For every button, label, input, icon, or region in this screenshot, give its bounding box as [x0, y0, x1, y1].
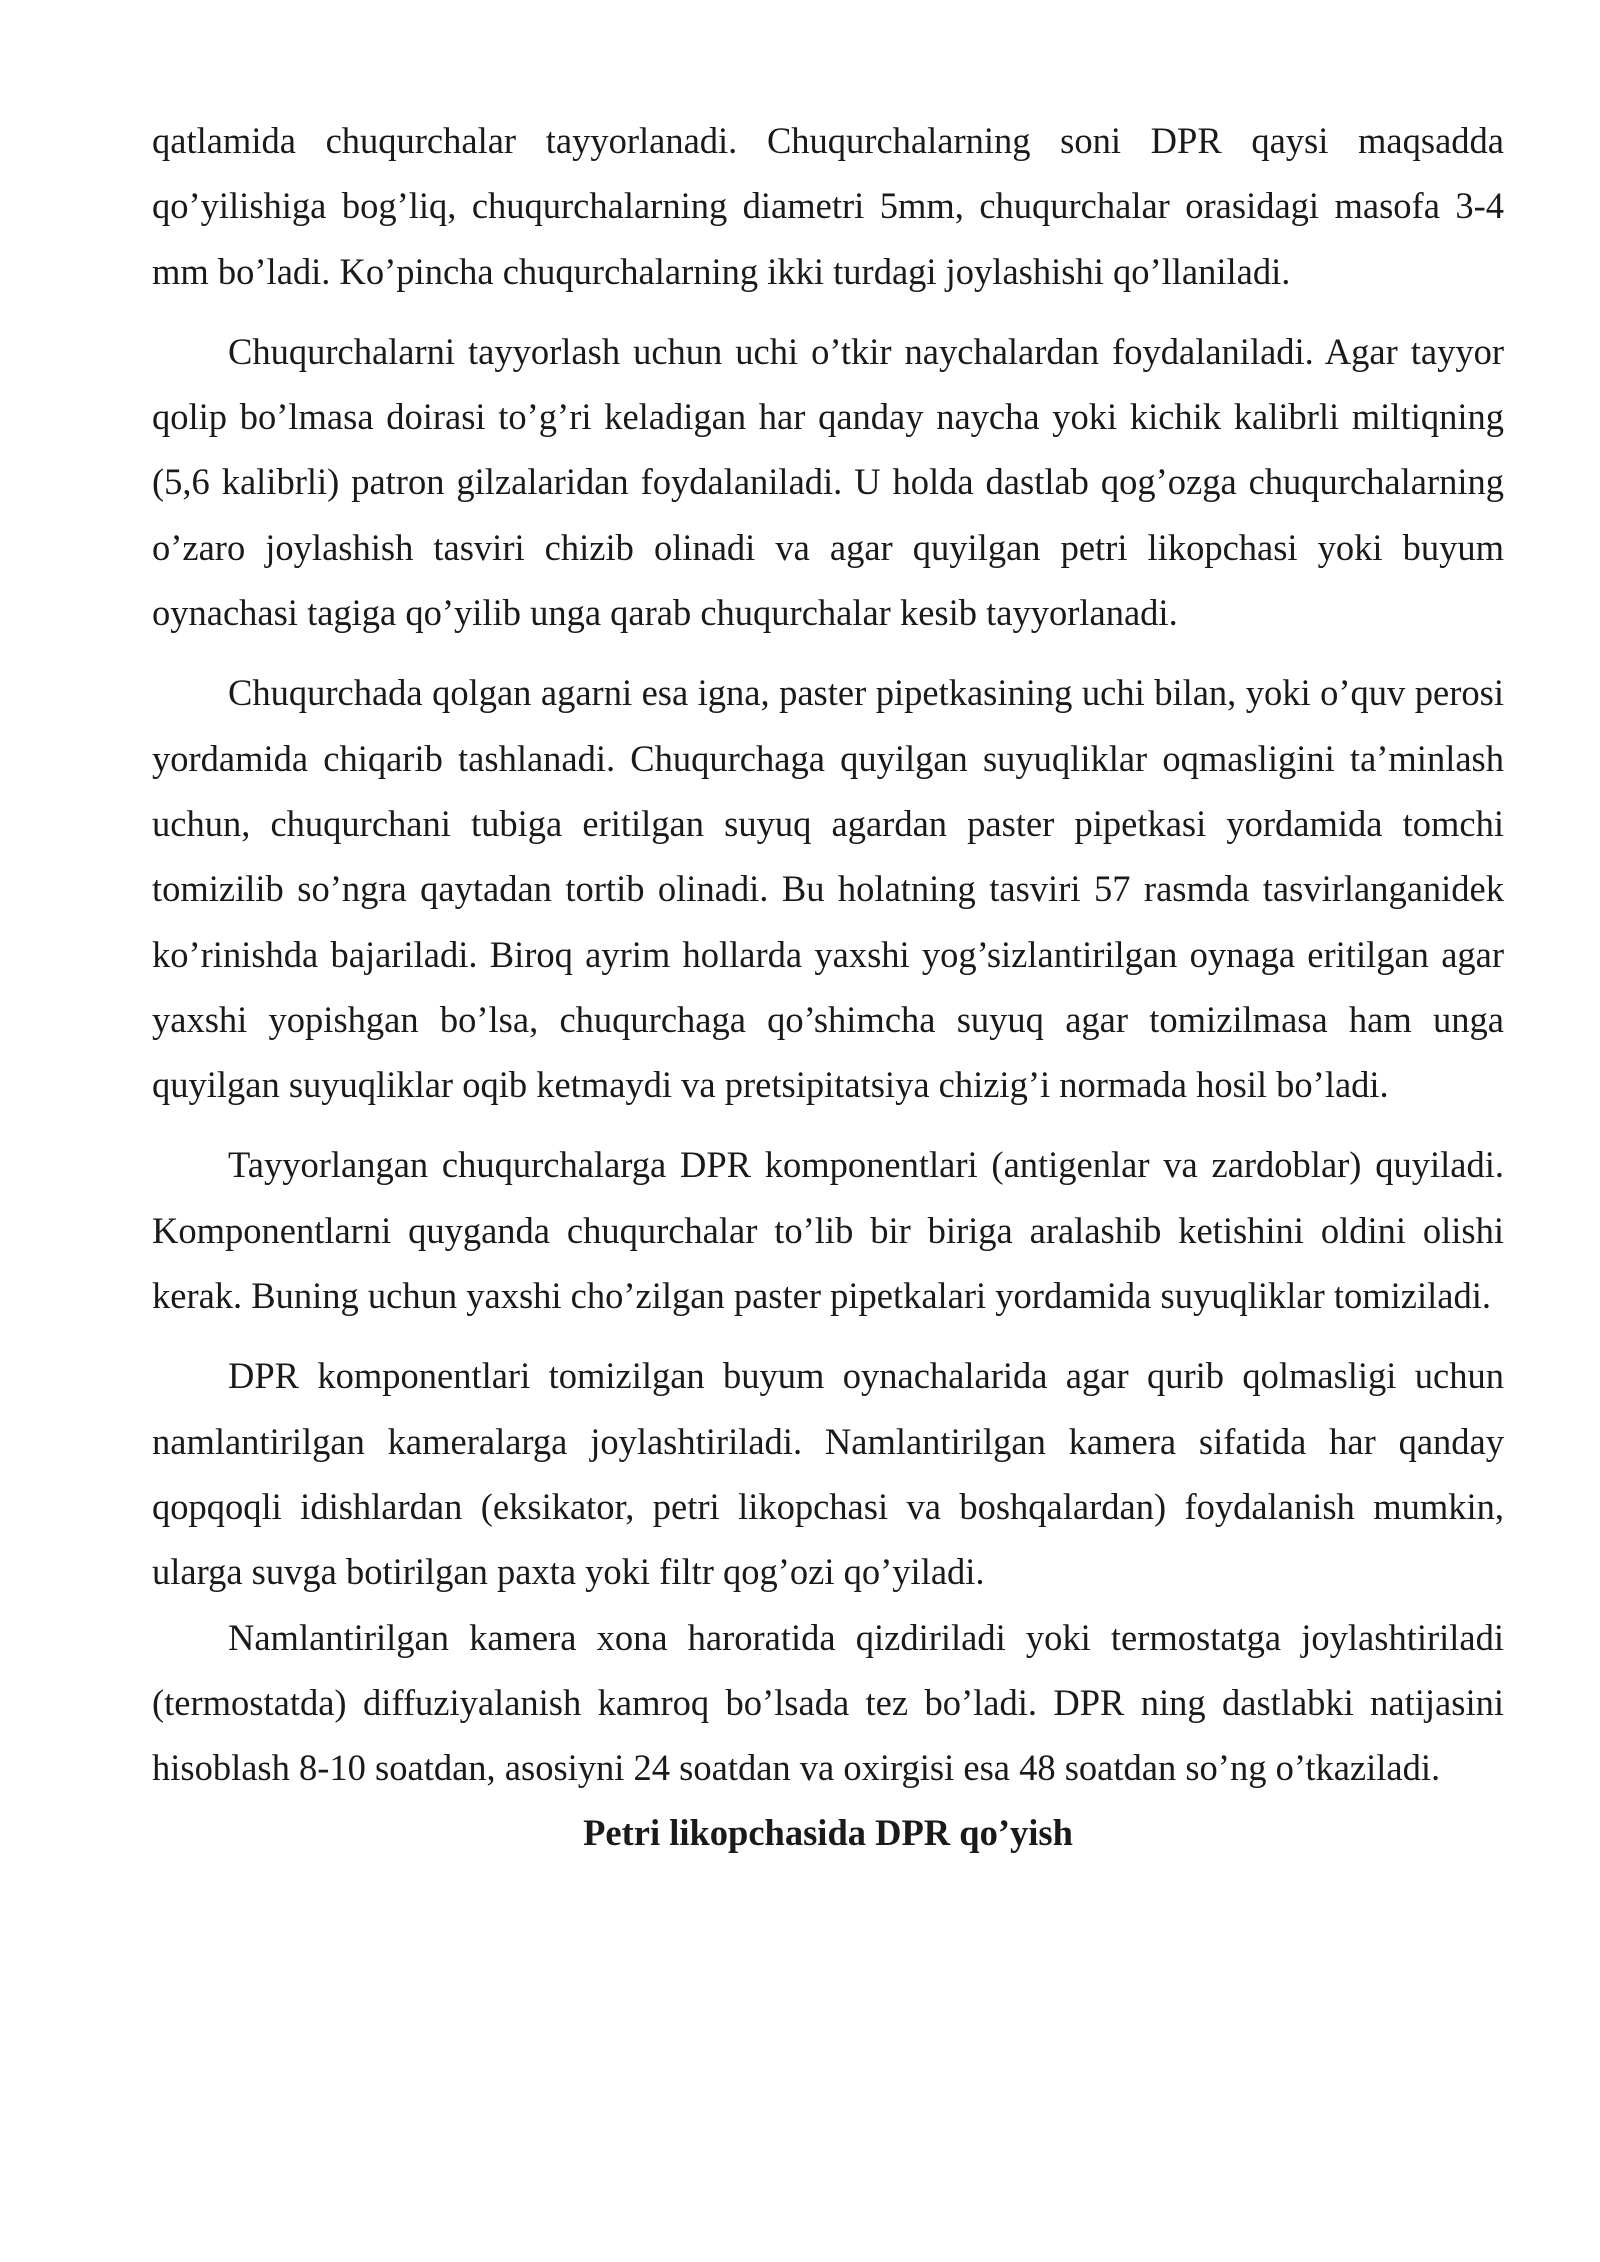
paragraph-4: Tayyorlangan chuqurchalarga DPR komponentlari (antigenlar va zardoblar) quyiladi. Komponentlarni quyganda chuqurchalar to’lib bir biriga aralashib ketishini oldini olishi kerak. Buning uchun yaxshi cho’zilgan paster pipetkalari yordamida suyuqliklar tomiziladi. — [152, 1144, 1504, 1317]
paragraph-6: Namlantirilgan kamera xona haroratida qizdiriladi yoki termostatga joylashtiriladi (termostatda) diffuziyalanish kamroq bo’lsada tez bo’ladi. DPR ning dastlabki natijasini hisoblash 8-10 soatdan, asosiyni 24 soatdan va oxirgisi esa 48 soatdan so’ng o’tkaziladi. — [152, 1616, 1504, 1789]
paragraph-2: Chuqurchalarni tayyorlash uchun uchi o’tkir naychalardan foydalaniladi. Agar tayyor qolip bo’lmasa doirasi to’g’ri keladigan har qanday naycha yoki kichik kalibrli miltiqning (5,6 kalibrli) patron gilzalaridan foydalaniladi. U holda dastlab qog’ozga chuqurchalarning o’zaro joylashish tasviri chizib olinadi va agar quyilgan petri likopchasi yoki buyum oynachasi tagiga qo’yilib unga qarab chuqurchalar kesib tayyorlanadi. — [152, 330, 1504, 634]
document-page — [152, 108, 1504, 1866]
paragraph-3: Chuqurchada qolgan agarni esa igna, paster pipetkasining uchi bilan, yoki o’quv perosi yordamida chiqarib tashlanadi. Chuqurchaga quyilgan suyuqliklar oqmasligini ta’minlash uchun, chuqurchani tubiga eritilgan suyuq agardan paster pipetkasi yordamida tomchi tomizilib so’ngra qaytadan tortib olinadi. Bu holatning tasviri 57 rasmda tasvirlanganidek ko’rinishda bajariladi. Biroq ayrim hollarda yaxshi yog’sizlantirilgan oynaga eritilgan agar yaxshi yopishgan bo’lsa, chuqurchaga qo’shimcha suyuq agar tomizilmasa ham unga quyilgan suyuqliklar oqib ketmaydi va pretsipitatsiya chizig’i normada hosil bo’ladi. — [152, 672, 1504, 1106]
paragraph-1: qatlamida chuqurchalar tayyorlanadi. Chuqurchalarning soni DPR qaysi maqsadda qo’yilishiga bog’liq, chuqurchalarning diametri 5mm, chuqurchalar orasidagi masofa 3-4 mm bo’ladi. Ko’pincha chuqurchalarning ikki turdagi joylashishi qo’llaniladi. — [152, 120, 1504, 292]
paragraph-5: DPR komponentlari tomizilgan buyum oynachalarida agar qurib qolmasligi uchun namlantirilgan kameralarga joylashtiriladi. Namlantirilgan kamera sifatida har qanday qopqoqli idishlardan (eksikator, petri likopchasi va boshqalardan) foydalanish mumkin, ularga suvga botirilgan paxta yoki filtr qog’ozi qo’yiladi. — [152, 1355, 1504, 1593]
section-heading: Petri likopchasida DPR qo’yish — [583, 1812, 1073, 1854]
